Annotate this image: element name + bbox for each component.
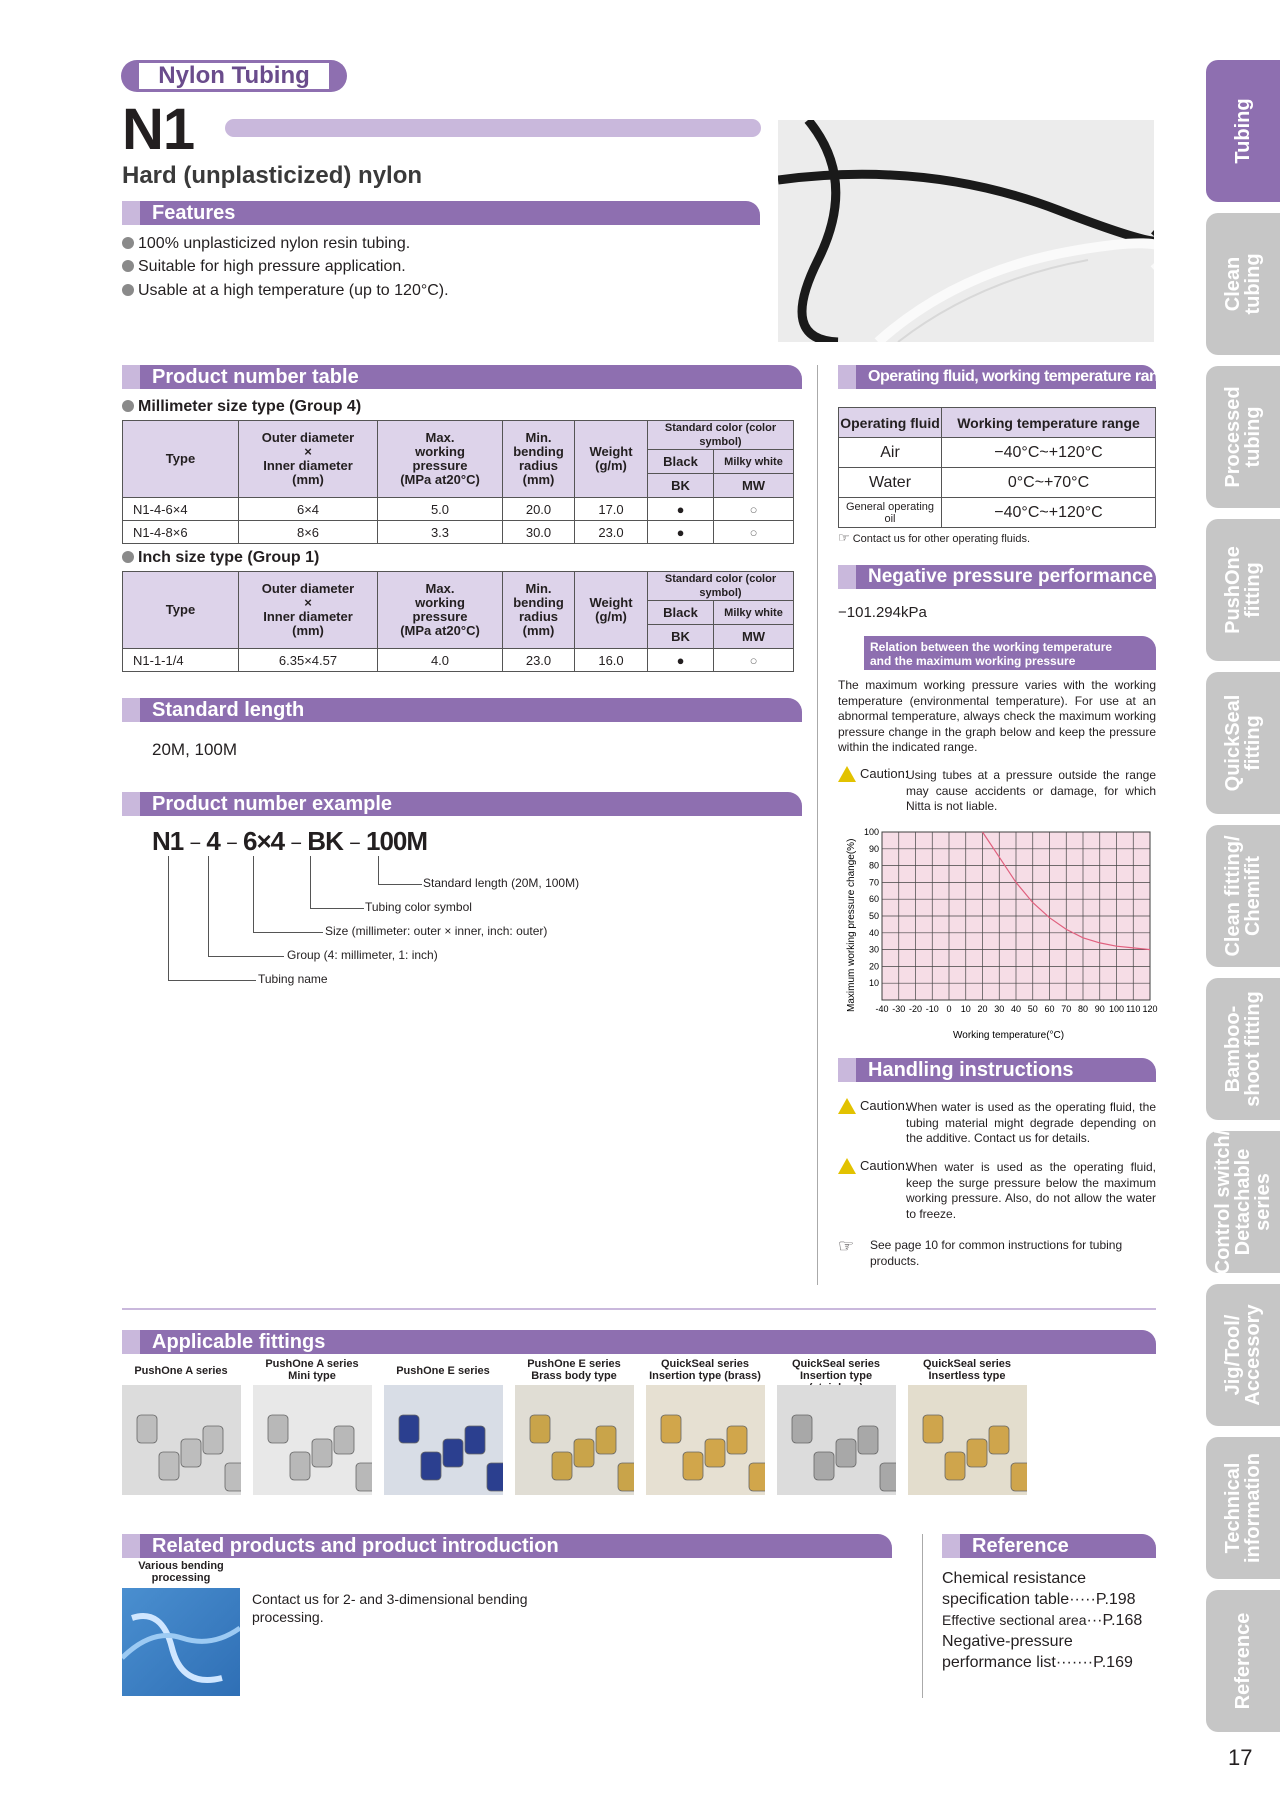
x-tick-label: 70 [1061,1004,1072,1014]
fitting-title: PushOne A series [134,1365,228,1377]
handling-caution-2: Caution: When water is used as the operating fluid, keep the surge pressure below the maximum working pressure. Also, do not allow the water to freeze. [838,1158,1156,1228]
side-tab[interactable] [1206,366,1280,508]
x-tick-label: 110 [1126,1004,1141,1014]
fitting-photo [384,1385,503,1495]
related-text: Contact us for 2- and 3-dimensional bending processing. [252,1591,528,1625]
side-tab-label: Detachable [1232,1148,1254,1256]
side-tab-label: Chemifit [1242,856,1264,937]
x-tick-label: 10 [960,1004,971,1014]
side-tab-label: Processed [1222,386,1244,488]
side-tab-label: tubing [1242,406,1264,468]
y-tick-label: 20 [868,961,879,972]
x-axis-label: Working temperature(°C) [953,1030,1065,1041]
side-tab[interactable] [1206,978,1280,1120]
example-header: Product number example [122,792,802,816]
fitting-photo [908,1385,1027,1495]
x-tick-label: 60 [1044,1004,1055,1014]
side-tab-label: Tubing [1232,98,1254,164]
reference-header: Reference [942,1534,1156,1558]
example-label: Standard length (20M, 100M) [423,876,580,890]
side-tab-label: series [1252,1173,1274,1231]
x-tick-label: 90 [1094,1004,1105,1014]
side-tab-label: fitting [1242,715,1264,771]
pressure-temperature-chart [836,822,1166,1042]
column-divider [817,365,818,1285]
fitting-title: QuickSeal series Insertion type (brass) [649,1358,761,1382]
category-label [121,60,347,92]
side-tab-label: PushOne [1222,546,1244,634]
side-tab-label: Clean fitting/ [1222,835,1244,957]
fluid-note: ☞ Contact us for other operating fluids. [838,530,1031,545]
table-row: General operating oil −40°C~+120°C [839,498,1156,528]
side-tab-label: Bamboo- [1222,1005,1244,1093]
side-tab[interactable] [1206,1590,1280,1732]
y-tick-label: 40 [868,927,879,938]
x-tick-label: -20 [908,1004,923,1014]
y-tick-label: 50 [868,911,879,921]
feature-item: 100% unplasticized nylon resin tubing. [122,232,410,256]
side-tab-label: information [1242,1453,1264,1563]
x-tick-label: -40 [875,1004,889,1014]
reference-divider [922,1534,923,1698]
fitting-photo [646,1385,765,1495]
handling-note: ☞ See page 10 for common instructions for tubing products. [838,1236,1123,1268]
negative-caution: Caution: Using tubes at a pressure outside the range may cause accidents or damage, for which Nitta is not liable. [838,766,1156,785]
standard-length-value: 20M, 100M [152,740,238,759]
side-tab-label: Reference [1232,1612,1254,1710]
example-label: Size (millimeter: outer × inner, inch: outer) [325,924,548,938]
side-tab-label: shoot fitting [1242,991,1264,1107]
fitting-photo [122,1385,241,1495]
tubing-photo [778,120,1154,342]
section-divider [122,1308,1156,1310]
table-row: Air −40°C~+120°C [839,438,1156,468]
example-code: N1 − 4 − 6×4 − BK − 100M [152,826,428,856]
x-tick-label: -10 [925,1004,939,1014]
y-tick-label: 90 [868,843,879,854]
side-tab-label: tubing [1242,253,1264,315]
pointing-hand-icon: ☞ [838,530,850,545]
y-tick-label: 60 [868,894,879,905]
side-tab[interactable] [1206,825,1280,967]
negative-header: Negative pressure performance [838,565,1156,589]
reference-list: Chemical resistance specification table·····P.198 Effective sectional area···P.168 Negative-pressure performance list·······P.169 [942,1570,1143,1671]
side-tab-label: Accessory [1242,1304,1264,1406]
fitting-title: PushOne E series [396,1365,490,1377]
category-text: Nylon Tubing [139,63,329,89]
side-tab-label: Jig/Tool/ [1222,1314,1244,1396]
mm-size-table: Type Outer diameter × Inner diameter (mm) Max. working pressure (MPa at20°C) Min. bending radius (mm) Weight (g/m) Standard color (color symbol) Black Milky white BK MW N1-4-6×4 6×4 5.0 20.0 17.0 ● ○ N1-4-8×6 8×6 3.3 30.0 23.0 ● ○ [122,420,794,544]
y-tick-label: 10 [868,978,879,989]
negative-value: −101.294kPa [838,604,927,621]
x-tick-label: 100 [1108,1004,1125,1014]
handling-caution-1: Caution: When water is used as the operating fluid, the tubing material might degrade depending on the additive. Contact us for details. [838,1098,1156,1148]
x-tick-label: 80 [1077,1004,1089,1014]
fitting-photo [253,1385,372,1495]
side-tab[interactable] [1206,1284,1280,1426]
inch-size-title: Inch size type (Group 1) [122,549,319,567]
x-tick-label: 30 [994,1004,1005,1014]
fluid-header: Operating fluid, working temperature range [838,365,1156,389]
related-item-title: Various bending processing [138,1560,224,1584]
negative-text: The maximum working pressure varies with the working temperature (environmental temperature). For use at an abnormal temperature, always check the maximum working pressure change in the graph below and keep the pressure within the indicated range. [838,678,1156,754]
standard-length-header: Standard length [122,698,802,722]
feature-item: Suitable for high pressure application. [122,255,406,279]
example-label: Group (4: millimeter, 1: inch) [287,948,438,962]
feature-item: Usable at a high temperature (up to 120°C). [122,279,449,303]
related-header: Related products and product introduction [122,1534,892,1558]
side-tab[interactable] [1206,1131,1280,1273]
x-tick-label: 20 [977,1004,988,1014]
table-row: N1-1-1/4 6.35×4.57 4.0 23.0 16.0 ● ○ [123,649,794,672]
side-tab[interactable] [1206,519,1280,661]
x-tick-label: 50 [1027,1004,1038,1014]
y-tick-label: 100 [863,827,879,837]
side-tab-label: Control switch/ [1212,1129,1234,1275]
fitting-title: QuickSeal series Insertion type [791,1358,881,1382]
y-axis-label: Maximum working pressure change(%) [846,838,857,1012]
y-tick-label: 30 [868,944,879,955]
side-tab-label: QuickSeal [1222,694,1244,792]
tubing-photo-drawing [778,120,1154,342]
table-row: Water 0°C~+70°C [839,468,1156,498]
warning-icon [838,1098,856,1114]
page-number: 17 [1228,1745,1253,1770]
table-row: N1-4-8×6 8×6 3.3 30.0 23.0 ● ○ [123,521,794,544]
y-tick-label: 80 [868,860,879,871]
relation-header: Relation between the working temperature and the maximum working pressure [864,636,1156,670]
bending-photo-drawing [122,1588,240,1696]
fitting-photo [777,1385,896,1495]
inch-size-table: Type Outer diameter × Inner diameter (mm) Max. working pressure (MPa at20°C) Min. bending radius (mm) Weight (g/m) Standard color (color symbol) Black Milky white BK MW N1-1-1/4 6.35×4.57 4.0 23.0 16.0 ● ○ [122,571,794,672]
side-tab[interactable] [1206,672,1280,814]
fitting-title: PushOne A series Mini type [265,1358,359,1382]
pointing-hand-icon: ☞ [838,1236,855,1256]
bending-photo [122,1588,240,1696]
warning-icon [838,1158,856,1174]
fitting-title: PushOne E series Brass body type [527,1358,621,1382]
side-tab-label: Clean [1222,256,1244,312]
x-tick-label: -30 [892,1004,906,1014]
product-code: N1 [122,97,195,162]
fittings-header: Applicable fittings [122,1330,1156,1354]
fluid-table: Operating fluid Working temperature range Air −40°C~+120°C Water 0°C~+70°C General operating oil −40°C~+120°C [838,407,1156,528]
example-label: Tubing name [258,972,328,986]
warning-icon [838,766,856,782]
table-row: N1-4-6×4 6×4 5.0 20.0 17.0 ● ○ [123,498,794,521]
x-tick-label: 0 [946,1004,952,1014]
fitting-photo [515,1385,634,1495]
side-tab-label: Technical [1222,1462,1244,1554]
example-label: Tubing color symbol [365,900,472,914]
y-tick-label: 70 [868,877,879,888]
x-tick-label: 40 [1010,1004,1022,1014]
fitting-title: QuickSeal series Insertless type [922,1358,1012,1382]
x-tick-label: 120 [1142,1004,1158,1014]
side-tab[interactable] [1206,1437,1280,1579]
product-subtitle: Hard (unplasticized) nylon [122,162,423,189]
features-header: Features [122,201,760,225]
handling-header: Handling instructions [838,1058,1156,1082]
product-table-header: Product number table [122,365,802,389]
side-tab[interactable] [1206,213,1280,355]
side-tab-label: fitting [1242,562,1264,618]
title-bar [225,119,761,137]
side-tab[interactable] [1206,60,1280,202]
mm-size-title: Millimeter size type (Group 4) [122,398,361,416]
